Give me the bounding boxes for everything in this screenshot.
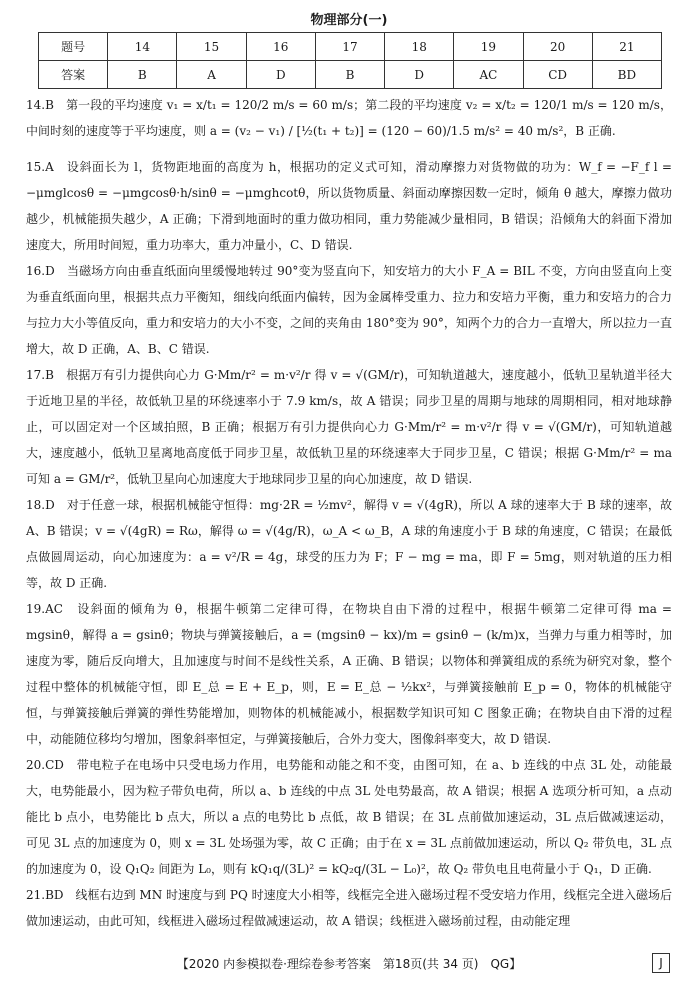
table-cell: 16 — [246, 33, 315, 61]
table-cell: AC — [454, 61, 523, 89]
solutions — [26, 92, 672, 934]
table-cell: 14 — [108, 33, 177, 61]
table-cell: BD — [592, 61, 661, 89]
table-cell: 21 — [592, 33, 661, 61]
table-cell: 17 — [315, 33, 384, 61]
table-cell: CD — [523, 61, 592, 89]
table-cell: 题号 — [39, 33, 108, 61]
table-cell: A — [177, 61, 246, 89]
table-cell: B — [108, 61, 177, 89]
table-cell: 18 — [385, 33, 454, 61]
table-row — [39, 61, 662, 89]
solution-21: 21.BD 线框右边到 MN 时速度与到 PQ 时速度大小相等，线框完全进入磁场过程不受安培力作用，线框完全进入磁场后做加速运动，由此可知，线框进入磁场过程做减速运动，故 A 错误；线框进入磁场前过程，由动能定理 — [26, 888, 672, 928]
solution-17: 17.B 根据万有引力提供向心力 G·Mm/r² = m·v²/r 得 v = √(GM/r)，可知轨道越大，速度越小，低轨卫星轨道半径大于近地卫星的半径，故低轨卫星的环绕速率小于 7.9 km/s，故 A 错误；同步卫星的周期与地球的周期相同，相对地球静止，可以固定对一个区域拍照，B 正确；根据万有引力提供向心力 G·Mm/r² = m·v²/r 得 v = √(GM/r)，可知轨道越大，速度越小，低轨卫星离地高度低于同步卫星，故低轨卫星的环绕速率大于同步卫星，C 错误；根据 G·Mm/r² = ma 可知 a = GM/r²，低轨卫星向心加速度大于地球同步卫星的向心加速度，故 D 错误. — [26, 368, 672, 486]
table-cell: 20 — [523, 33, 592, 61]
answer-table — [38, 32, 662, 89]
solution-19: 19.AC 设斜面的倾角为 θ，根据牛顿第二定律可得，在物块自由下滑的过程中，根据牛顿第二定律可得 ma = mgsinθ，解得 a = gsinθ；物块与弹簧接触后，a = (mgsinθ − kx)/m = gsinθ − (k/m)x，当弹力与重力相等时，加速度为零，随后反向增大，且加速度与时间不是线性关系，A 正确、B 错误；以物体和弹簧组成的系统为研究对象，整个过程中整体的机械能守恒，即 E_总 = E + E_p，则，E = E_总 − ½kx²，与弹簧接触前 E_p = 0，物体的机械能守恒，与弹簧接触后弹簧的弹性势能增加，则物体的机械能减小，根据数学知识可知 C 图象正确；在物块自由下滑的过程中，动能随位移均匀增加，图象斜率恒定，与弹簧接触后，合外力变大，图像斜率变大，故 D 错误. — [26, 602, 672, 746]
solution-16: 16.D 当磁场方向由垂直纸面向里缓慢地转过 90°变为竖直向下，知安培力的大小 F_A = BIL 不变，方向由竖直向上变为垂直纸面向里，根据共点力平衡知，细线向纸面内偏转，因为金属棒受重力、拉力和安培力平衡，重力和安培力的合力与拉力大小等值反向，重力和安培力的大小不变，之间的夹角由 180°变为 90°，知两个力的合力一直增大，所以拉力一直增大，故 D 正确，A、B、C 错误. — [26, 264, 672, 356]
table-cell: 19 — [454, 33, 523, 61]
solution-18: 18.D 对于任意一球，根据机械能守恒得：mg·2R = ½mv²，解得 v = √(4gR)，所以 A 球的速率大于 B 球的速率，故 A、B 错误；v = √(4gR) = Rω，解得 ω = √(4g/R)，ω_A < ω_B，A 球的角速度小于 B 球的角速度，C 错误；在最低点做圆周运动，向心加速度为：a = v²/R = 4g，球受的压力为 F；F − mg = ma，即 F = 5mg，则对轨道的压力相等，故 D 正确. — [26, 498, 672, 590]
table-cell: B — [315, 61, 384, 89]
table-cell: 15 — [177, 33, 246, 61]
solution-15: 15.A 设斜面长为 l，货物距地面的高度为 h，根据功的定义式可知，滑动摩擦力对货物做的功为：W_f = −F_f l = −μmglcosθ = −μmgcosθ·h/sinθ = −μmghcotθ，所以货物质量、斜面动摩擦因数一定时，倾角 θ 越大，摩擦力做功越少，机械能损失越少，A 正确；下滑到地面时的重力做功相同，重力势能减少量相同，B 错误；沿倾角大的斜面下滑加速度大，所用时间短，重力功率大，重力冲量小，C、D 错误. — [26, 160, 672, 252]
table-cell: D — [246, 61, 315, 89]
corner-mark: J — [652, 953, 670, 973]
solution-14: 14.B 第一段的平均速度 v₁ = x/t₁ = 120/2 m/s = 60 m/s；第二段的平均速度 v₂ = x/t₂ = 120/1 m/s = 120 m/s，中间时刻的速度等于平均速度，则 a = (v₂ − v₁) / [½(t₁ + t₂)] = (120 − 60)/1.5 m/s² = 40 m/s²，B 正确. — [26, 98, 672, 138]
page-footer: 【2020 内参模拟卷·理综卷参考答案 第18页(共 34 页) QG】 — [176, 957, 522, 971]
section-title: 物理部分(一) — [310, 13, 388, 28]
table-cell: 答案 — [39, 61, 108, 89]
solution-20: 20.CD 带电粒子在电场中只受电场力作用，电势能和动能之和不变，由图可知，在 a、b 连线的中点 3L 处，动能最大，电势能最小，因为粒子带负电荷，所以 a、b 连线的中点 3L 处电势最高，故 A 错误；根据 A 选项分析可知，a 点动能比 b 点小，电势能比 b 点大，所以 a 点的电势比 b 点低，故 B 错误；在 3L 点前做加速运动，3L 点后做减速运动，可见 3L 点的加速度为 0，则 x = 3L 处场强为零，故 C 正确；由于在 x = 3L 点前做加速运动，所以 Q₂ 带负电，3L 点的加速度为 0，设 Q₁Q₂ 间距为 L₀，则有 kQ₁q/(3L)² = kQ₂q/(3L − L₀)²，故 Q₂ 带负电且电荷量小于 Q₁，D 正确. — [26, 758, 672, 876]
table-row — [39, 33, 662, 61]
table-cell: D — [385, 61, 454, 89]
